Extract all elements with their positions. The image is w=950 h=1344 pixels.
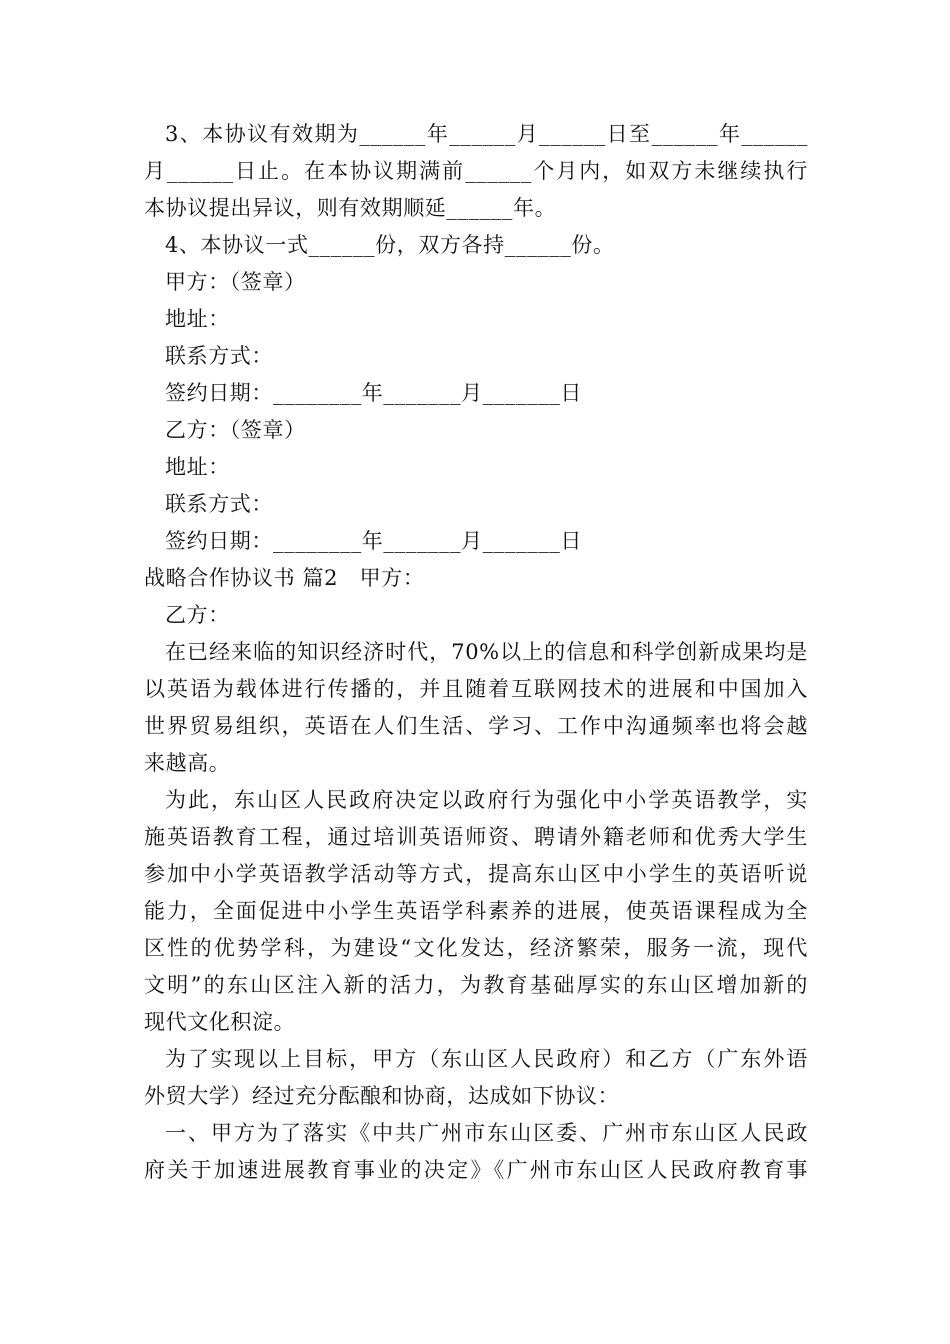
paragraph-line: 外贸大学）经过充分酝酿和协商，达成如下协议： (144, 1084, 620, 1108)
clause-3-line-2: 月______日止。在本协议期满前______个月内，如双方未继续执行 (144, 159, 808, 183)
paragraph-line: 现代文化积淀。 (144, 1010, 296, 1034)
paragraph-2 (144, 782, 808, 1041)
party-a-sign: 甲方：（签章） (165, 270, 306, 294)
paragraph-line: 来越高。 (144, 751, 231, 775)
paragraph-line: 为此，东山区人民政府决定以政府行为强化中小学英语教学，实 (165, 788, 808, 812)
party-a-date: 签约日期：________年_______月_______日 (165, 381, 582, 405)
paragraph-line: 区性的优势学科，为建设“文化发达，经济繁荣，服务一流，现代 (144, 936, 808, 960)
paragraph-line: 世界贸易组织，英语在人们生活、学习、工作中沟通频率也将会越 (144, 714, 808, 738)
paragraph-line: 文明”的东山区注入新的活力，为教育基础厚实的东山区增加新的 (144, 973, 808, 997)
paragraph-1 (144, 634, 808, 782)
paragraph-line: 在已经来临的知识经济时代，70%以上的信息和科学创新成果均是 (165, 640, 808, 664)
paragraph-line: 参加中小学英语教学活动等方式，提高东山区中小学生的英语听说 (144, 862, 808, 886)
paragraph-line: 能力，全面促进中小学生英语学科素养的进展，使英语课程成为全 (144, 899, 808, 923)
paragraph-line: 府关于加速进展教育事业的决定》《广州市东山区人民政府教育事 (144, 1158, 808, 1182)
clause-4: 4、本协议一式______份，双方各持______份。 (165, 233, 615, 257)
paragraph-line: 为了实现以上目标，甲方（东山区人民政府）和乙方（广东外语 (165, 1047, 808, 1071)
party-b-contact: 联系方式： (165, 492, 273, 516)
section-2-party-b: 乙方： (165, 603, 230, 627)
clause-3-line-3: 本协议提出异议，则有效期顺延______年。 (144, 196, 557, 220)
party-b-address: 地址： (165, 455, 230, 479)
paragraph-line: 施英语教育工程，通过培训英语师资、聘请外籍老师和优秀大学生 (144, 825, 808, 849)
section-2-heading: 战略合作协议书 篇2 甲方： (144, 566, 425, 590)
party-b-sign: 乙方：（签章） (165, 418, 306, 442)
party-a-address: 地址： (165, 307, 230, 331)
paragraph-3 (144, 1041, 808, 1115)
party-a-contact: 联系方式： (165, 344, 273, 368)
paragraph-4 (144, 1115, 808, 1189)
document-page (144, 116, 808, 1189)
clause-3-line-1: 3、本协议有效期为______年______月______日至______年______ (165, 122, 808, 146)
party-b-date: 签约日期：________年_______月_______日 (165, 529, 582, 553)
paragraph-line: 以英语为载体进行传播的，并且随着互联网技术的进展和中国加入 (144, 677, 808, 701)
paragraph-line: 一、甲方为了落实《中共广州市东山区委、广州市东山区人民政 (165, 1121, 808, 1145)
